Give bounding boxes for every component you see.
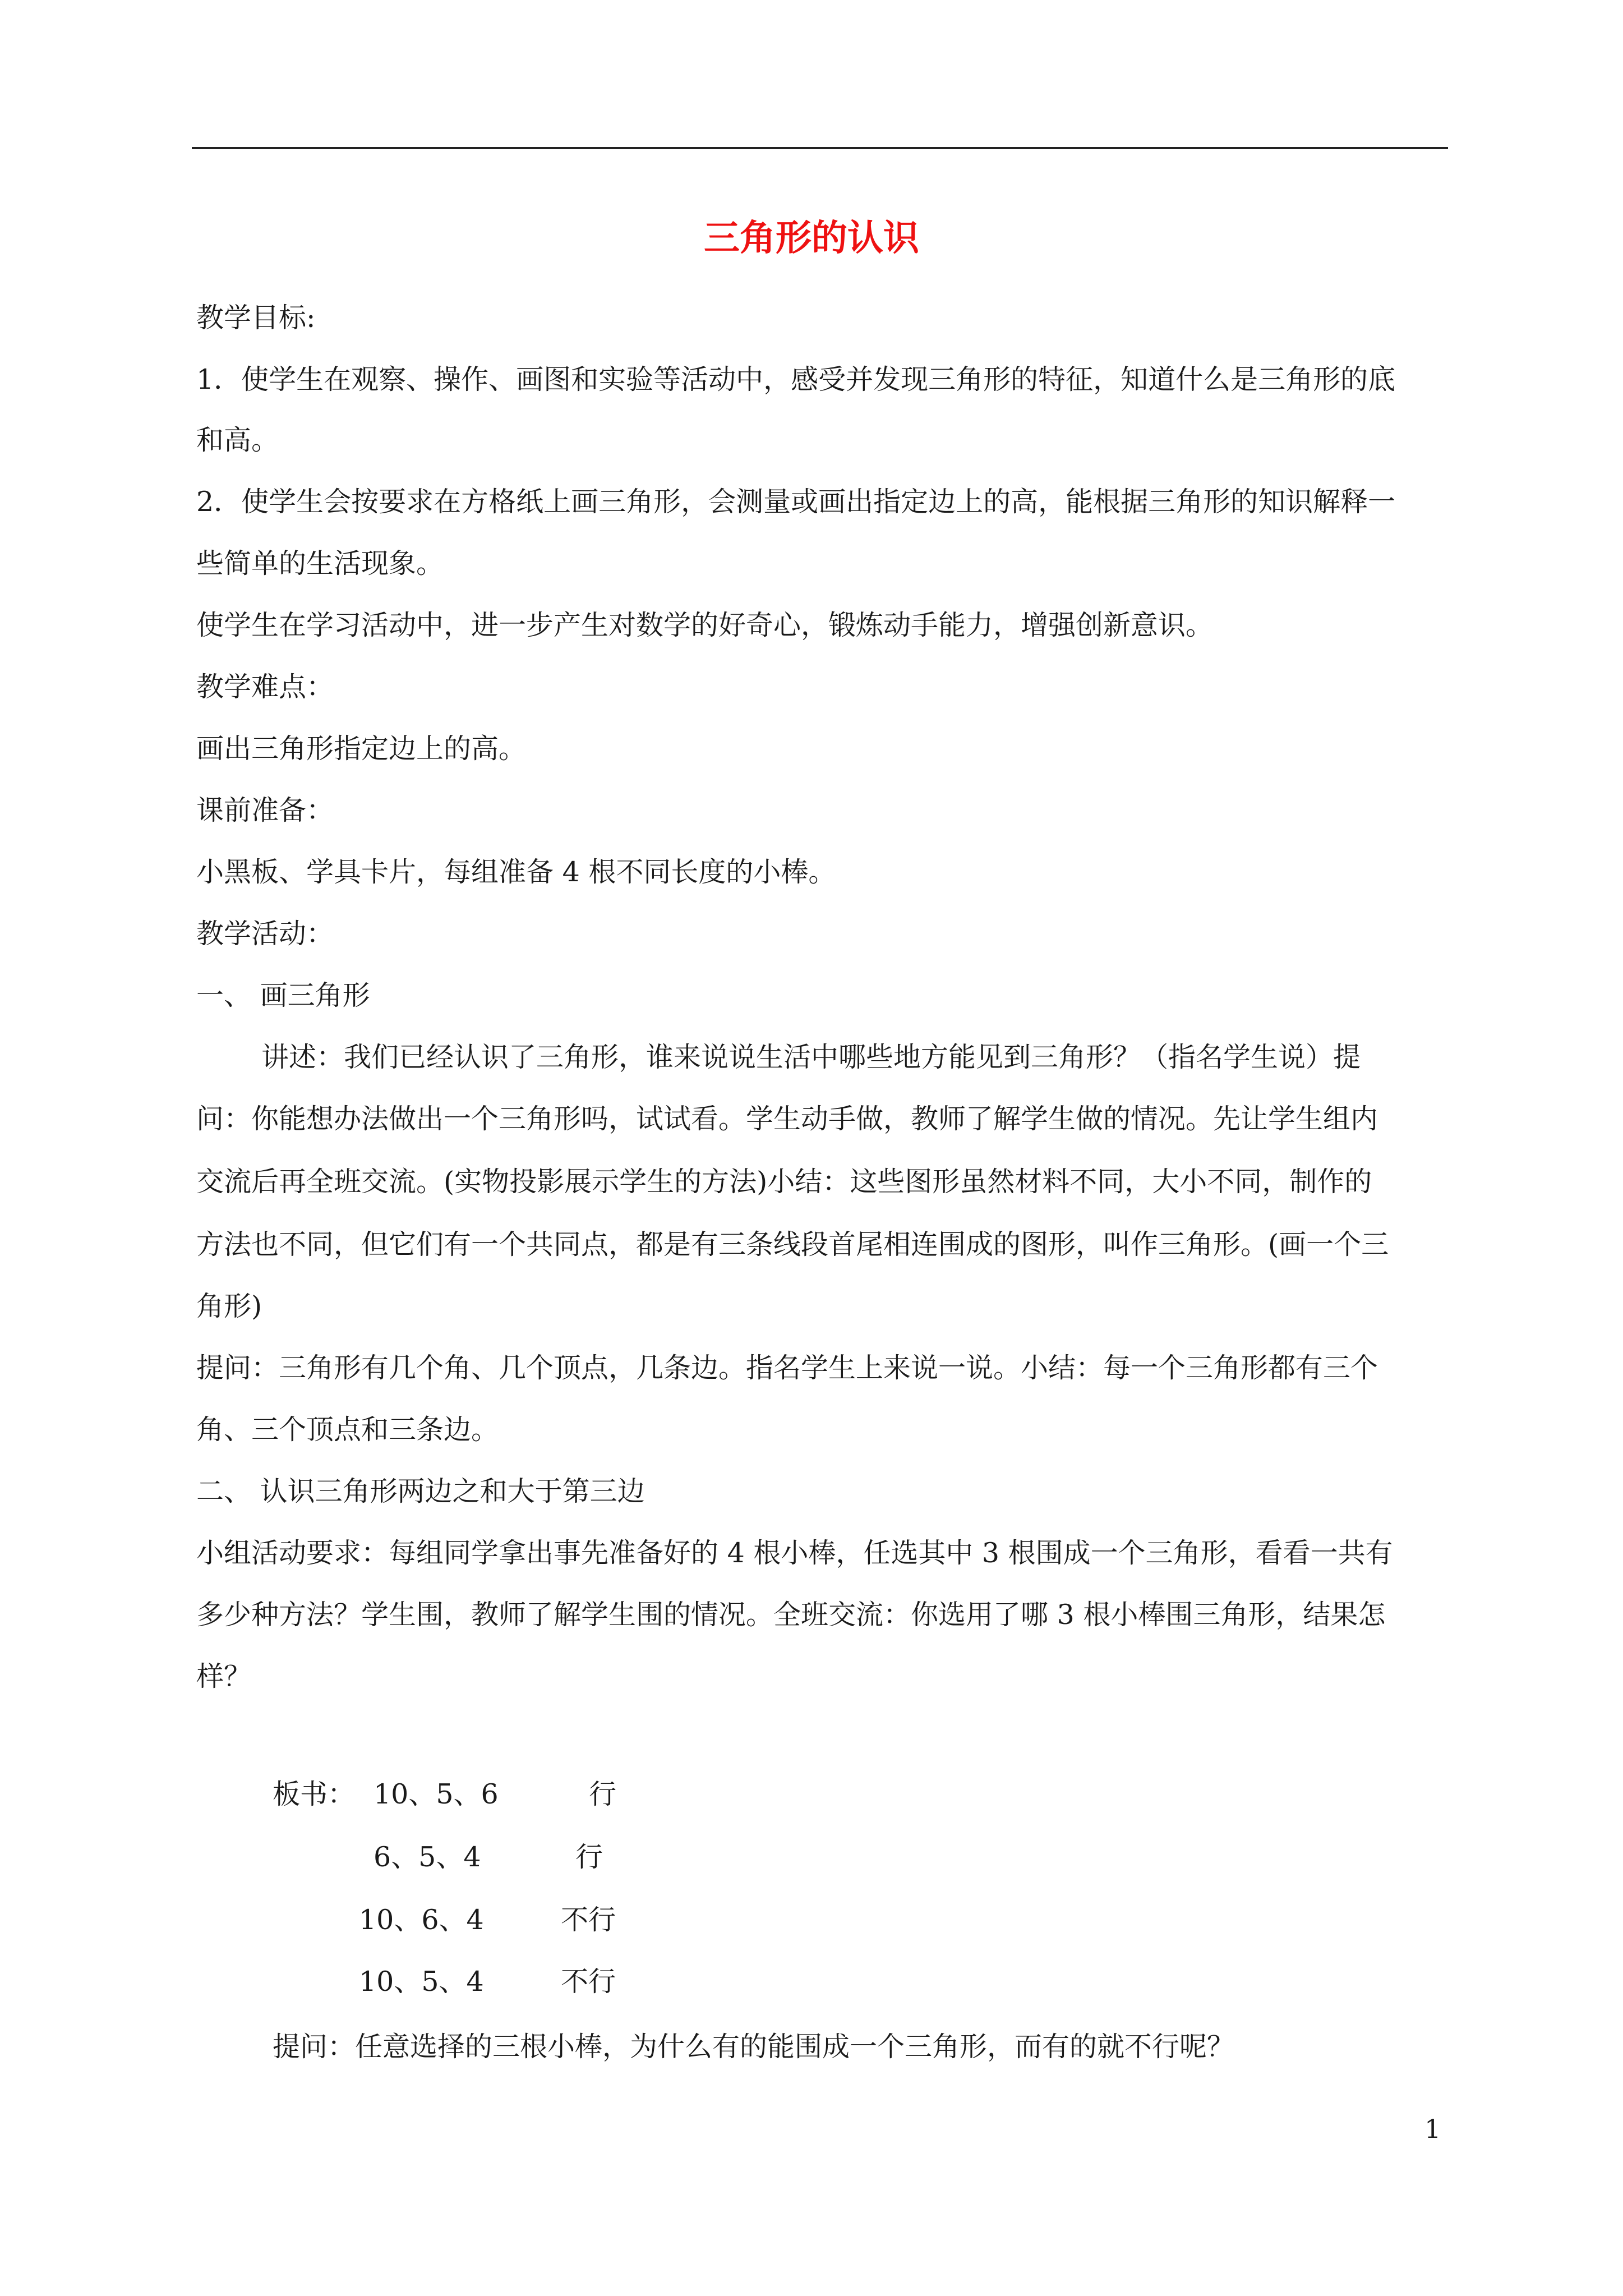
paragraph-line: 使学生在学习活动中，进一步产生对数学的好奇心，锻炼动手能力，增强创新意识。 — [196, 609, 1214, 641]
paragraph-line: 多少种方法？学生围，教师了解学生围的情况。全班交流：你选用了哪 3 根小棒围三角形，结果怎 — [196, 1599, 1386, 1631]
document-title: 三角形的认识 — [704, 218, 919, 259]
paragraph-line: 些简单的生活现象。 — [196, 547, 444, 579]
paragraph-line: 小黑板、学具卡片，每组准备 4 根不同长度的小棒。 — [196, 856, 836, 888]
board-result: 不行 — [561, 1904, 616, 1936]
paragraph-line: 问：你能想办法做出一个三角形吗，试试看。学生动手做，教师了解学生做的情况。先让学生组内 — [196, 1103, 1378, 1135]
paragraph-line: 讲述：我们已经认识了三角形，谁来说说生活中哪些地方能见到三角形？（指名学生说）提 — [261, 1041, 1361, 1073]
paragraph-line: 教学目标: — [196, 302, 316, 334]
paragraph-line: 提问：三角形有几个角、几个顶点，几条边。指名学生上来说一说。小结：每一个三角形都有三个 — [196, 1352, 1378, 1384]
paragraph-line: 2．使学生会按要求在方格纸上画三角形，会测量或画出指定边上的高，能根据三角形的知识解释一 — [196, 486, 1396, 518]
board-sticks: 6、5、4 — [374, 1841, 481, 1873]
section-heading: 一、 画三角形 — [196, 979, 370, 1011]
paragraph-line: 角形) — [196, 1290, 262, 1322]
header-rule — [192, 147, 1448, 149]
paragraph-line: 角、三个顶点和三条边。 — [196, 1414, 499, 1446]
closing-question: 提问：任意选择的三根小棒，为什么有的能围成一个三角形，而有的就不行呢？ — [273, 2031, 1235, 2063]
paragraph-line: 教学活动： — [196, 918, 334, 950]
board-result: 不行 — [561, 1966, 616, 1998]
paragraph-line: 方法也不同，但它们有一个共同点，都是有三条线段首尾相连围成的图形，叫作三角形。(画一个三 — [196, 1228, 1389, 1260]
paragraph-line: 画出三角形指定边上的高。 — [196, 733, 527, 765]
paragraph-line: 1．使学生在观察、操作、画图和实验等活动中，感受并发现三角形的特征，知道什么是三角形的底 — [196, 364, 1396, 395]
paragraph-line: 样？ — [196, 1660, 252, 1692]
board-result: 行 — [575, 1841, 603, 1873]
section-heading: 二、 认识三角形两边之和大于第三边 — [196, 1475, 645, 1507]
paragraph-line: 教学难点： — [196, 671, 334, 703]
paragraph-line: 课前准备： — [196, 794, 334, 826]
paragraph-line: 小组活动要求：每组同学拿出事先准备好的 4 根小棒，任选其中 3 根围成一个三角形，看看一共有 — [196, 1537, 1393, 1569]
board-sticks: 10、5、4 — [359, 1966, 484, 1998]
paragraph-line: 交流后再全班交流。(实物投影展示学生的方法)小结：这些图形虽然材料不同，大小不同，制作的 — [196, 1166, 1372, 1198]
paragraph-line: 和高。 — [196, 424, 279, 456]
board-result: 行 — [589, 1778, 617, 1810]
page-number: 1 — [1424, 2114, 1441, 2144]
board-sticks: 10、6、4 — [359, 1904, 484, 1936]
board-label: 板书： — [273, 1778, 356, 1810]
board-sticks: 10、5、6 — [374, 1778, 499, 1810]
